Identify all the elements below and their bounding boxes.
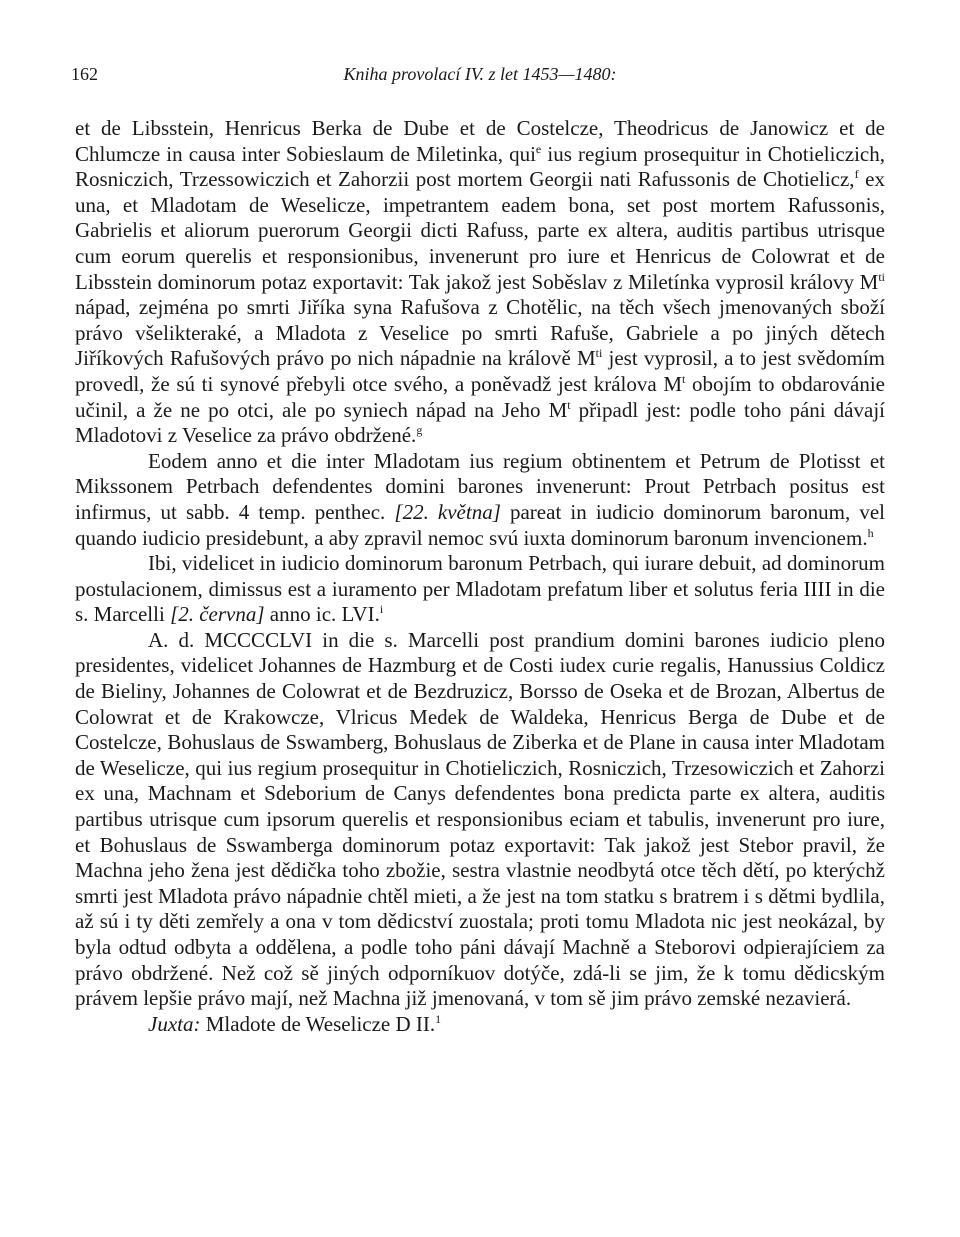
running-title: Kniha provolací IV. z let 1453—1480:: [343, 64, 617, 84]
text-segment: anno ic. LVI.: [264, 602, 380, 627]
italic-text: [2. června]: [170, 602, 265, 627]
text-segment: Eodem anno et die inter Mladotam ius regium obtinentem et Petrum de Plotisst et Mikssonem Petrbach defendentes domini barones invenerunt: Prout Petrbach positus est infirmus, ut sabb. 4 temp. penthec.: [75, 448, 885, 524]
footnote-marker: h: [867, 525, 874, 540]
footnote-marker: t: [682, 371, 686, 386]
text-segment: jest vyprosil, a to jest svědomím provedl, že sú ti synové přebyli otce svého, a poněvadž jest králova M: [75, 346, 886, 396]
footnote-marker: ti: [878, 269, 885, 284]
footnote-marker: i: [379, 602, 384, 617]
page-number: 162: [71, 64, 98, 84]
text-segment: pareat in iudicio dominorum baronum, vel quando iudicio presidebunt, a aby zpravil nemoc svú iuxta dominorum baronum invencionem.: [75, 499, 885, 550]
paragraph: [75, 116, 885, 449]
text-segment: obojím to obdarovánie učinil, a že ne po otci, ale po syniech nápad na Jeho M: [75, 371, 885, 422]
paragraph: [75, 449, 885, 551]
text-segment: et de Libsstein, Henricus Berka de Dube et de Costelcze, Theodricus de Janowicz et de Chlumcze in causa inter Sobieslaum de Miletinka, qui: [75, 116, 885, 166]
paragraph: [75, 1012, 885, 1038]
footnote-marker: g: [416, 423, 423, 438]
italic-text: Juxta:: [148, 1011, 201, 1036]
text-segment: ex una, et Mladotam de Weselicze, impetrantem eadem bona, set post mortem Rafussonis, Gabrielis et aliorum puerorum Georgii dicti Rafuss, parte ex altera, auditis partibus utrisque cum eorum querelis et responsionibus, invenerunt pro iure et Henricus de Colowrat et de Libsstein dominorum potaz exportavit: Tak jakož jest Soběslav z Miletínka vyprosil královy M: [75, 167, 885, 294]
paragraph: [75, 551, 885, 628]
text-segment: připadl jest: podle toho páni dávají Mladotovi z Veselice za právo obdržené.: [75, 397, 885, 448]
footnote-marker: e: [535, 141, 542, 156]
footnote-marker: 1: [435, 1011, 442, 1026]
footnote-marker: t: [567, 397, 571, 412]
paragraph: [75, 628, 885, 1012]
footnote-marker: f: [854, 167, 859, 182]
text-segment: ius regium prosequitur in Chotieliczich, Rosniczich, Trzessowiczich et Zahorzii post mortem Georgii nati Rafussonis de Chotielicz,: [75, 141, 885, 192]
italic-text: [22. května]: [394, 499, 501, 524]
page-header: [71, 58, 885, 92]
body-text: [75, 116, 885, 1037]
text-segment: nápad, zejména po smrti Jiříka syna Rafušova z Chotělic, na těch všech jmenovaných sboží právo všelikteraké, a Mladota z Veselice po smrti Rafuše, Gabriele a po jiných dětech Jiříkových Rafušových právo po nich nápadnie na králově M: [75, 295, 885, 371]
text-segment: Ibi, videlicet in iudicio dominorum baronum Petrbach, qui iurare debuit, ad dominorum postulacionem, dimissus est a iuramento per Mladotam prefatum liber et solutus feria IIII in die s. Marcelli: [75, 551, 885, 627]
text-segment: Mladote de Weselicze D II.: [200, 1011, 436, 1036]
document-page: [71, 58, 886, 1037]
footnote-marker: ti: [595, 346, 603, 361]
text-segment: A. d. MCCCCLVI in die s. Marcelli post prandium domini barones iudicio pleno presidentes, videlicet Johannes de Hazmburg et de Costi iudex curie regalis, Hanussius Coldicz de Bieliny, Johannes de Colowrat et de Bezdruzicz, Borsso de Oseka et de Brozan, Albertus de Colowrat et de Krakowcze, Vlricus Medek de Waldeka, Henricus Berga de Dube et de Costelcze, Bohuslaus de Sswamberg, Bohuslaus de Ziberka et de Plane in causa inter Mladotam de Weselicze, qui ius regium prosequitur in Chotieliczich, Rosniczich, Trzesowiczich et Zahorzi ex una, Machnam et Sdeborium de Canys defendentes bona predicta parte ex altera, auditis partibus utrisque cum ipsorum querelis et responsionibus eciam et tabulis, invenerunt pro iure, et Bohuslaus de Sswamberga dominorum potaz exportavit: Tak jakož jest Stebor pravil, že Machna jeho žena jest dědička toho zbožie, sestra vlastnie neodbytá otce těch dětí, po kterýchž smrti jest Mladota právo nápadnie chtěl mieti, a že jest na tom statku s bratrem i s dětmi bydlila, až sú i ty děti zemřely a ona v tom dědicství zuostala; proti tomu Mladota nic jest neokázal, by byla odtud odbyta a oddělena, a podle toho páni dávají Machně a Steborovi odpierajíciem za právo obdržené. Než což sě jiných odporníkuov dotýče, zdá-li se jim, že k tomu dědicským právem lepšie právo mají, než Machna již jmenovaná, v tom sě jim právo zemské nezavierá.: [75, 627, 885, 1011]
